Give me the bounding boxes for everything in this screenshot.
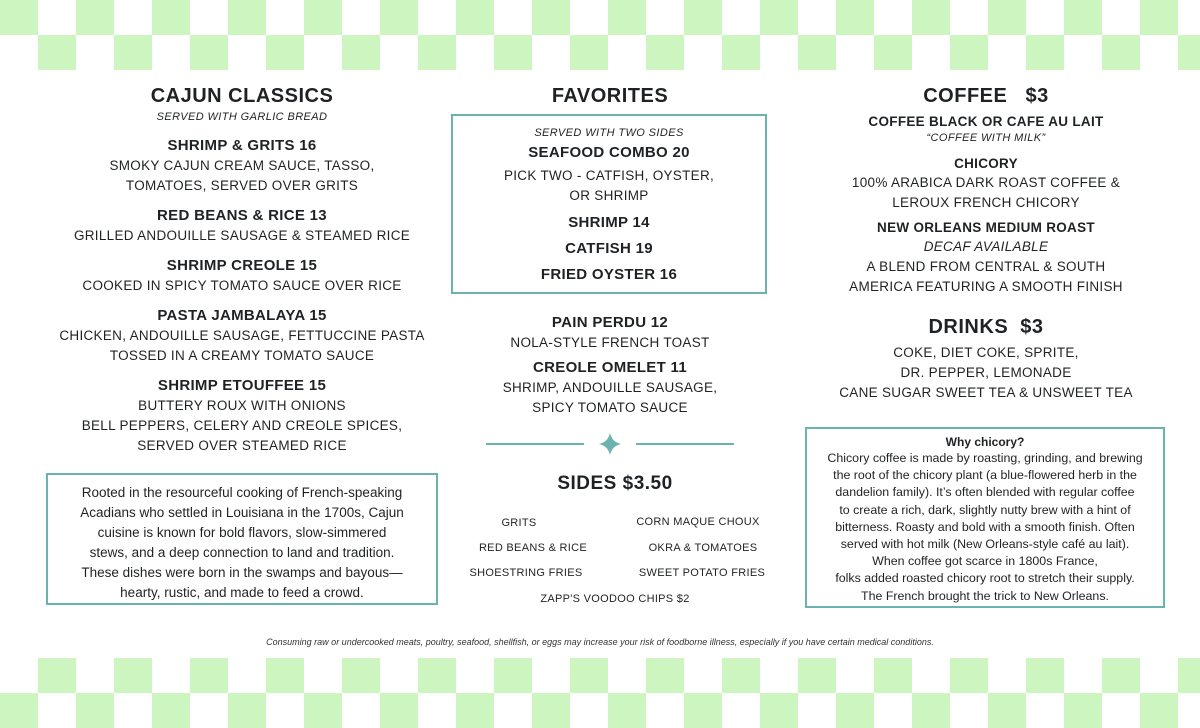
checker-square xyxy=(1026,35,1064,70)
checker-square xyxy=(760,693,798,728)
coffee-title: COFFEE $3 xyxy=(923,85,1049,107)
checker-square xyxy=(570,35,608,70)
checker-square xyxy=(722,658,760,693)
checker-square xyxy=(988,693,1026,728)
checker-square xyxy=(304,0,342,35)
checker-square xyxy=(1102,35,1140,70)
checker-square xyxy=(190,658,228,693)
checker-square xyxy=(114,35,152,70)
checker-square xyxy=(76,693,114,728)
checker-square xyxy=(494,35,532,70)
why-chicory-box xyxy=(805,427,1165,608)
checker-square xyxy=(1026,658,1064,693)
checker-square xyxy=(1140,0,1178,35)
food-safety-disclaimer: Consuming raw or undercooked meats, poultry, seafood, shellfish, or eggs may increase your risk of foodborne illness, especially if you have certain medical conditions. xyxy=(266,637,934,647)
item-desc: NOLA-STYLE FRENCH TOAST xyxy=(510,335,710,350)
item-desc: BELL PEPPERS, CELERY AND CREOLE SPICES, xyxy=(81,418,403,433)
item-italic: “COFFEE WITH MILK” xyxy=(926,132,1046,144)
why-line: the root of the chicory plant (a blue-flowered herb in the xyxy=(833,468,1137,483)
checker-square xyxy=(152,693,190,728)
story-line: Rooted in the resourceful cooking of French-speaking xyxy=(81,485,403,500)
checker-square xyxy=(190,35,228,70)
checker-square xyxy=(684,0,722,35)
item-name: NEW ORLEANS MEDIUM ROAST xyxy=(877,220,1095,235)
checker-square xyxy=(228,0,266,35)
coffee-item xyxy=(800,218,1172,297)
why-line: folks added roasted chicory root to stretch their supply. xyxy=(835,571,1135,586)
checker-square xyxy=(456,0,494,35)
story-line: hearty, rustic, and made to feed a crowd. xyxy=(120,585,364,600)
why-line: bitterness. Roasty and bold with a smooth finish. Often xyxy=(835,519,1135,534)
checker-square xyxy=(950,35,988,70)
checker-square xyxy=(76,0,114,35)
why-line: Chicory coffee is made by roasting, grinding, and brewing xyxy=(827,451,1143,465)
why-line: to create a rich, dark, slightly nutty brew with a hint of xyxy=(839,502,1131,517)
item-desc: GRILLED ANDOUILLE SAUSAGE & STEAMED RICE xyxy=(73,228,411,243)
item-name: PAIN PERDU 12 xyxy=(551,314,669,331)
seafood-combo-name: SEAFOOD COMBO 20 xyxy=(528,144,690,161)
checker-square xyxy=(798,658,836,693)
checker-square xyxy=(912,0,950,35)
item-desc: TOMATOES, SERVED OVER GRITS xyxy=(125,178,359,193)
checker-square xyxy=(0,0,38,35)
menu-item xyxy=(40,256,444,296)
side-item: CORN MAQUE CHOUX xyxy=(636,516,760,528)
cajun-classics-section xyxy=(40,84,444,456)
checker-square xyxy=(228,693,266,728)
checker-square xyxy=(532,693,570,728)
cajun-history-box xyxy=(46,473,438,605)
item-name: CHICORY xyxy=(954,156,1018,171)
checker-square xyxy=(684,693,722,728)
checker-square xyxy=(380,0,418,35)
checker-square xyxy=(0,693,38,728)
checker-square xyxy=(1102,658,1140,693)
sparkle-divider-icon xyxy=(486,432,734,456)
coffee-item xyxy=(800,113,1172,145)
checker-square xyxy=(380,693,418,728)
cajun-classics-subtitle: SERVED WITH GARLIC BREAD xyxy=(156,111,328,123)
checker-square xyxy=(266,658,304,693)
breakfast-items xyxy=(450,313,770,418)
item-name: SHRIMP ETOUFFEE 15 xyxy=(157,377,327,394)
checker-square xyxy=(760,0,798,35)
checker-square xyxy=(1178,658,1200,693)
checker-square xyxy=(1064,0,1102,35)
checker-square xyxy=(1064,693,1102,728)
item-desc: SPICY TOMATO SAUCE xyxy=(532,400,688,415)
checker-square xyxy=(342,658,380,693)
drinks-line: COKE, DIET COKE, SPRITE, xyxy=(893,345,1079,360)
checker-square xyxy=(608,693,646,728)
drinks-title: DRINKS $3 xyxy=(928,316,1044,338)
coffee-section xyxy=(800,84,1172,297)
checker-square xyxy=(570,658,608,693)
checker-square xyxy=(836,0,874,35)
coffee-item xyxy=(800,154,1172,213)
item-desc: 100% ARABICA DARK ROAST COFFEE & xyxy=(851,175,1121,190)
sides-section xyxy=(450,472,780,496)
item-desc: LEROUX FRENCH CHICORY xyxy=(892,195,1080,210)
side-item: RED BEANS & RICE xyxy=(478,542,588,554)
item-desc: COOKED IN SPICY TOMATO SAUCE OVER RICE xyxy=(82,278,402,293)
item-desc: BUTTERY ROUX WITH ONIONS xyxy=(138,398,346,413)
checker-square xyxy=(494,658,532,693)
drinks-section xyxy=(800,315,1172,403)
why-line: dandelion family). It’s often blended with regular coffee xyxy=(835,485,1135,500)
checker-square xyxy=(114,658,152,693)
checker-square xyxy=(646,35,684,70)
checker-square xyxy=(912,693,950,728)
favorite-item: FRIED OYSTER 16 xyxy=(540,266,678,283)
item-desc: CHICKEN, ANDOUILLE SAUSAGE, FETTUCCINE PASTA xyxy=(59,328,425,343)
seafood-combo-desc: OR SHRIMP xyxy=(569,188,649,203)
checker-square xyxy=(722,35,760,70)
why-chicory-title: Why chicory? xyxy=(945,435,1025,449)
checker-square xyxy=(646,658,684,693)
story-line: These dishes were born in the swamps and bayous— xyxy=(81,565,403,580)
checker-square xyxy=(342,35,380,70)
menu-item xyxy=(40,206,444,246)
checker-square xyxy=(38,658,76,693)
story-line: stews, and a deep connection to land and tradition. xyxy=(89,545,395,560)
story-line: cuisine is known for bold flavors, slow-simmered xyxy=(97,525,387,540)
why-line: served with hot milk (New Orleans-style café au lait). xyxy=(840,537,1130,552)
checker-square xyxy=(1140,693,1178,728)
checker-square xyxy=(798,35,836,70)
sides-title: SIDES $3.50 xyxy=(557,473,673,494)
side-item: SWEET POTATO FRIES xyxy=(638,567,766,579)
checker-square xyxy=(874,35,912,70)
side-item: GRITS xyxy=(501,517,537,529)
side-item: SHOESTRING FRIES xyxy=(469,567,583,579)
item-desc: SHRIMP, ANDOUILLE SAUSAGE, xyxy=(502,380,718,395)
checker-square xyxy=(152,0,190,35)
side-item: OKRA & TOMATOES xyxy=(648,542,758,554)
top-checker-border xyxy=(0,0,1200,70)
drinks-line: CANE SUGAR SWEET TEA & UNSWEET TEA xyxy=(839,385,1133,400)
menu-item xyxy=(40,376,444,456)
checker-square xyxy=(1178,35,1200,70)
why-line: The French brought the trick to New Orleans. xyxy=(861,588,1109,603)
favorites-subtitle: SERVED WITH TWO SIDES xyxy=(534,127,684,139)
favorite-item: CATFISH 19 xyxy=(565,240,653,257)
favorites-title: FAVORITES xyxy=(551,85,669,107)
checker-square xyxy=(38,35,76,70)
seafood-combo-desc: PICK TWO - CATFISH, OYSTER, xyxy=(503,168,715,183)
menu-item xyxy=(450,358,770,418)
checker-square xyxy=(836,693,874,728)
item-name: PASTA JAMBALAYA 15 xyxy=(157,307,327,324)
drinks-line: DR. PEPPER, LEMONADE xyxy=(900,365,1072,380)
why-line: When coffee got scarce in 1800s France, xyxy=(872,554,1098,569)
item-name: RED BEANS & RICE 13 xyxy=(157,207,327,224)
side-item: ZAPP'S VOODOO CHIPS $2 xyxy=(540,593,690,605)
item-desc: TOSSED IN A CREAMY TOMATO SAUCE xyxy=(109,348,375,363)
story-line: Acadians who settled in Louisiana in the 1700s, Cajun xyxy=(80,505,404,520)
menu-item xyxy=(40,136,444,196)
checker-square xyxy=(950,658,988,693)
checker-square xyxy=(456,693,494,728)
checker-square xyxy=(418,35,456,70)
favorite-item: SHRIMP 14 xyxy=(568,214,650,231)
checker-square xyxy=(874,658,912,693)
item-name: COFFEE BLACK OR CAFE AU LAIT xyxy=(868,114,1104,129)
item-desc: A BLEND FROM CENTRAL & SOUTH xyxy=(866,259,1106,274)
checker-square xyxy=(608,0,646,35)
checker-square xyxy=(304,693,342,728)
checker-square xyxy=(418,658,456,693)
bottom-checker-border xyxy=(0,658,1200,728)
item-name: CREOLE OMELET 11 xyxy=(533,359,687,376)
checker-square xyxy=(532,0,570,35)
cajun-classics-title: CAJUN CLASSICS xyxy=(150,85,334,107)
checker-square xyxy=(266,35,304,70)
menu-item xyxy=(450,313,770,353)
item-desc: AMERICA FEATURING A SMOOTH FINISH xyxy=(849,279,1123,294)
menu-item xyxy=(40,306,444,366)
item-desc: SMOKY CAJUN CREAM SAUCE, TASSO, xyxy=(109,158,375,173)
item-name: SHRIMP CREOLE 15 xyxy=(166,257,318,274)
item-desc: SERVED OVER STEAMED RICE xyxy=(137,438,347,453)
item-name: SHRIMP & GRITS 16 xyxy=(167,137,317,154)
checker-square xyxy=(988,0,1026,35)
favorites-header xyxy=(450,84,770,108)
item-italic: DECAF AVAILABLE xyxy=(923,239,1049,254)
favorites-box xyxy=(451,114,767,294)
